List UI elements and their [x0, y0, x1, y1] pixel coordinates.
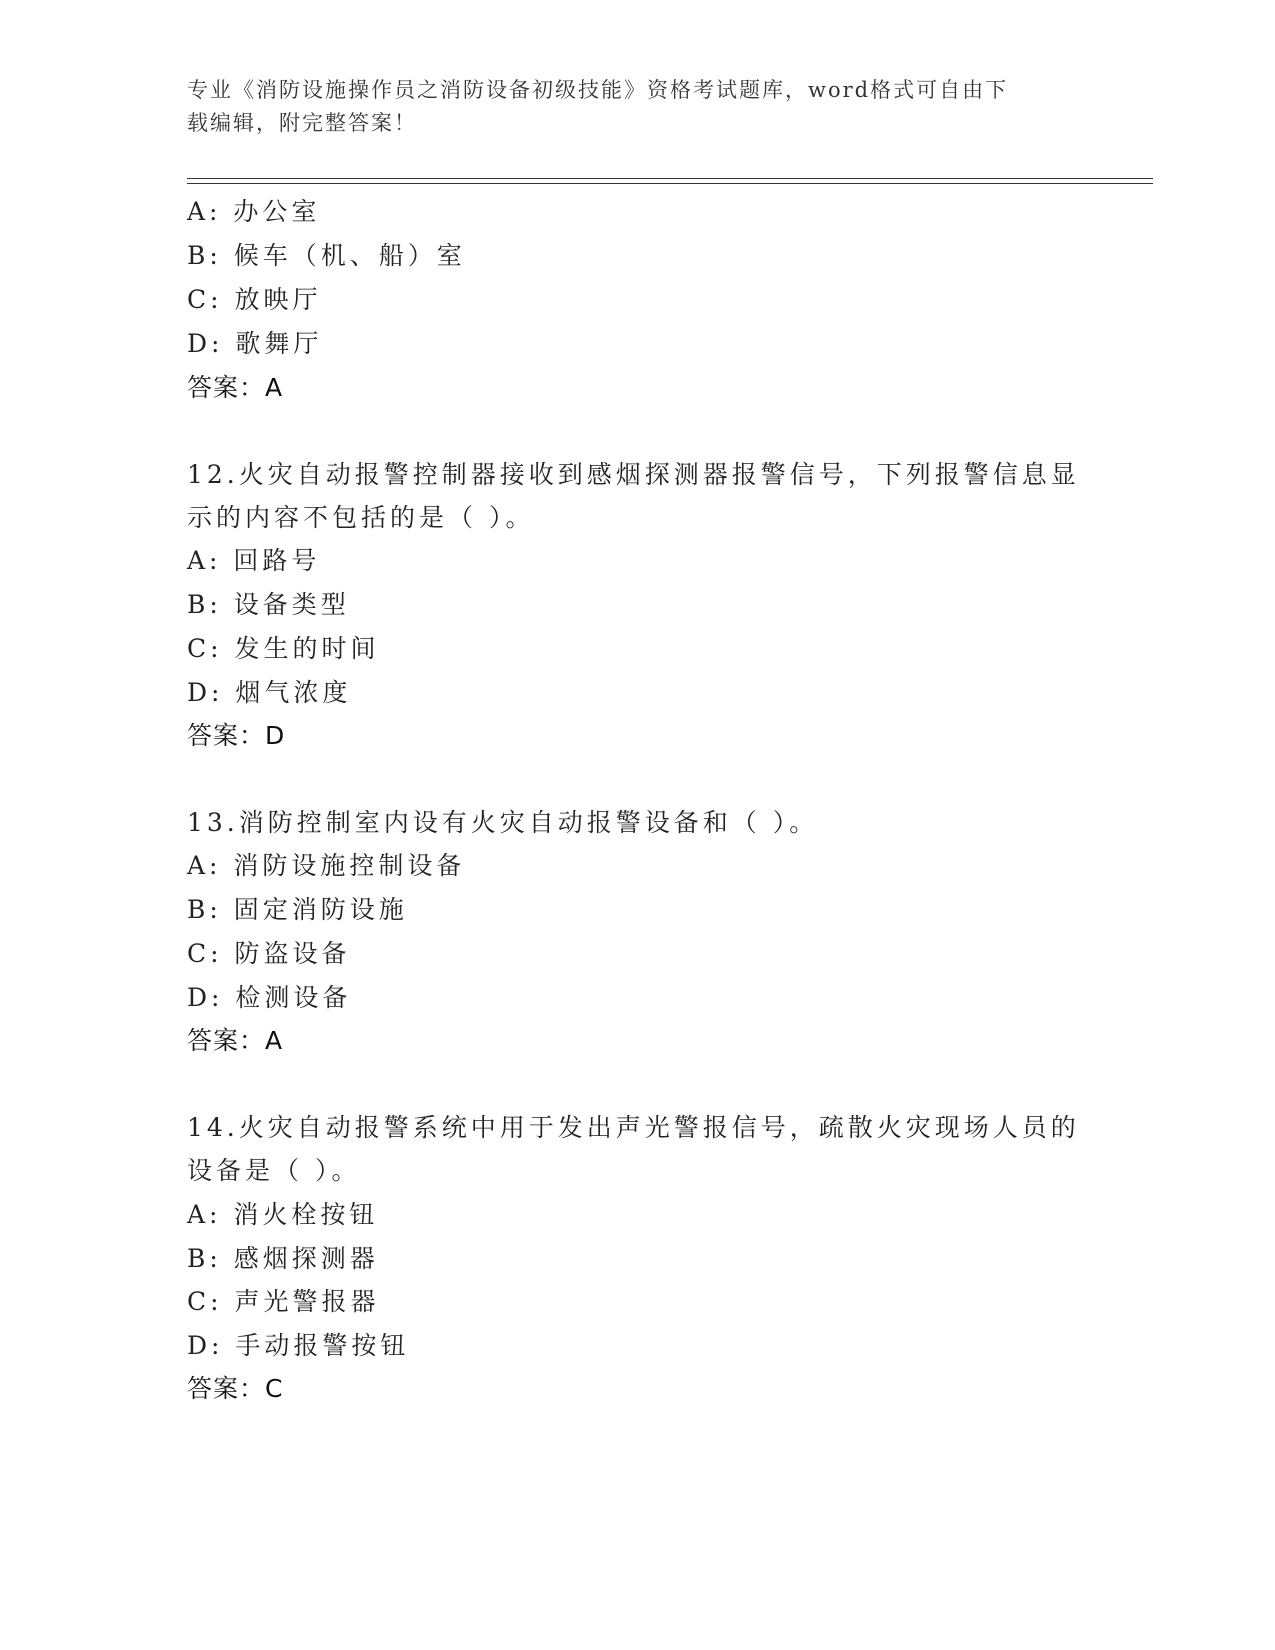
- answer-label: 答案：D: [187, 721, 286, 750]
- header-divider-top: [187, 178, 1153, 179]
- option-d: D: 检测设备: [187, 983, 352, 1012]
- option-d: D: 手动报警按钮: [187, 1331, 410, 1360]
- option-a: A: 消火栓按钮: [187, 1200, 379, 1229]
- question-text-line-2: 设备是（ ）。: [187, 1156, 361, 1185]
- header-divider-bottom: [187, 183, 1153, 184]
- option-c: C: 防盗设备: [187, 939, 351, 968]
- question-text-line-1: 12.火灾自动报警控制器接收到感烟探测器报警信号，下列报警信息显: [187, 460, 1080, 489]
- option-b: B: 设备类型: [187, 590, 350, 619]
- option-a: A: 办公室: [187, 197, 321, 226]
- header-line-2: 载编辑，附完整答案！: [187, 111, 417, 135]
- question-text-line-1: 13.消防控制室内设有火灾自动报警设备和（ ）。: [187, 808, 819, 837]
- option-b: B: 感烟探测器: [187, 1244, 379, 1273]
- question-text-line-2: 示的内容不包括的是（ ）。: [187, 503, 535, 532]
- header-line-1: 专业《消防设施操作员之消防设备初级技能》资格考试题库，word格式可自由下: [187, 78, 1009, 102]
- option-a: A: 消防设施控制设备: [187, 851, 466, 880]
- option-c: C: 声光警报器: [187, 1287, 380, 1316]
- option-c: C: 放映厅: [187, 285, 322, 314]
- option-d: D: 歌舞厅: [187, 329, 323, 358]
- document-header: [187, 74, 1067, 140]
- option-d: D: 烟气浓度: [187, 678, 352, 707]
- answer-label: 答案：A: [187, 1026, 284, 1055]
- option-b: B: 固定消防设施: [187, 895, 408, 924]
- option-a: A: 回路号: [187, 546, 321, 575]
- answer-label: 答案：A: [187, 373, 284, 402]
- answer-label: 答案：C: [187, 1374, 284, 1403]
- question-text-line-1: 14.火灾自动报警系统中用于发出声光警报信号，疏散火灾现场人员的: [187, 1113, 1080, 1142]
- option-c: C: 发生的时间: [187, 634, 380, 663]
- option-b: B: 候车（机、船）室: [187, 241, 466, 270]
